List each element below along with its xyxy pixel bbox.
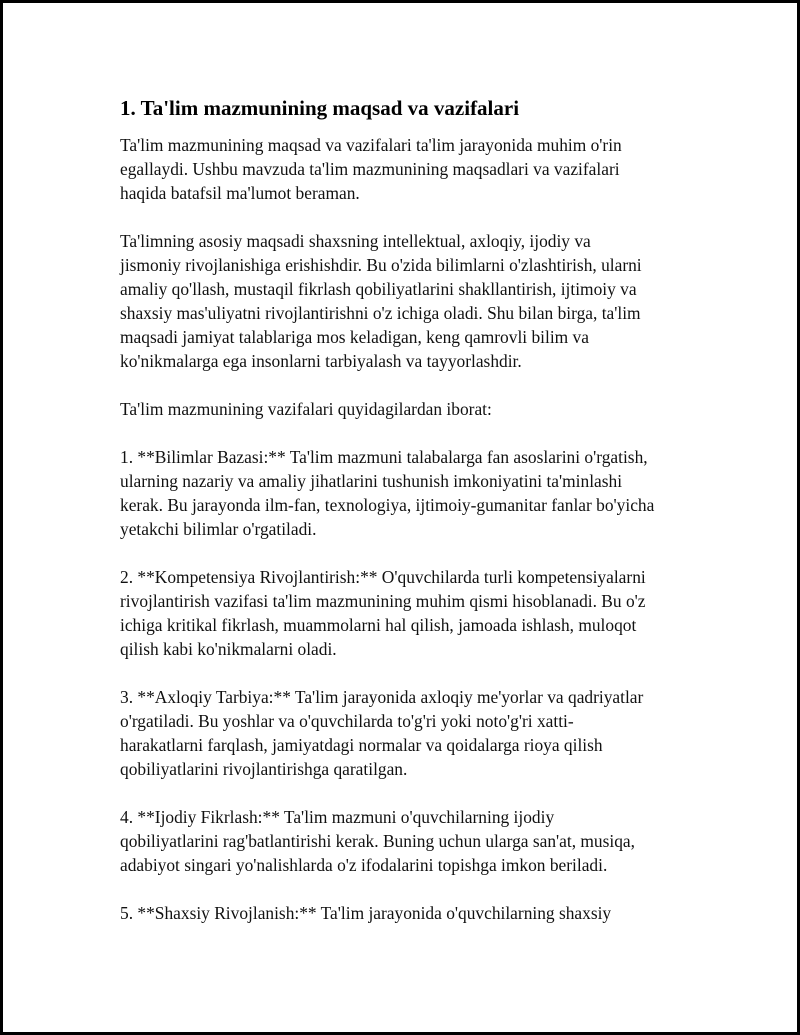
- list-item-competence: 2. **Kompetensiya Rivojlantirish:** O'quvchilarda turli kompetensiyalarni rivojlantirish vazifasi ta'lim mazmunining muhim qismi hisoblanadi. Bu o'z ichiga kritikal fikrlash, muammolarni hal qilish, jamoada ishlash, muloqot qilish kabi ko'nikmalarni oladi.: [120, 567, 646, 659]
- goal-paragraph: Ta'limning asosiy maqsadi shaxsning intellektual, axloqiy, ijodiy va jismoniy rivojlanishiga erishishdir. Bu o'zida bilimlarni o'zlashtirish, ularni amaliy qo'llash, mustaqil fikrlash qobiliyatlarini shakllantirish, ijtimoiy va shaxsiy mas'uliyatni rivojlantirishni o'z ichiga oladi. Shu bilan birga, ta'lim maqsadi jamiyat talablariga mos keladigan, keng qamrovli bilim va ko'nikmalarga ega insonlarni tarbiyalash va tayyorlashdir.: [120, 231, 642, 371]
- tasks-intro-paragraph: Ta'lim mazmunining vazifalari quyidagilardan iborat:: [120, 399, 492, 419]
- document-title: 1. Ta'lim mazmunining maqsad va vazifalari: [120, 96, 520, 120]
- intro-paragraph: Ta'lim mazmunining maqsad va vazifalari ta'lim jarayonida muhim o'rin egallaydi. Ushbu mavzuda ta'lim mazmunining maqsadlari va vazifalari haqida batafsil ma'lumot beraman.: [120, 135, 622, 203]
- list-item-knowledge-base: 1. **Bilimlar Bazasi:** Ta'lim mazmuni talabalarga fan asoslarini o'rgatish, ularning nazariy va amaliy jihatlarini tushunish imkoniyatini ta'minlashi kerak. Bu jarayonda ilm-fan, texnologiya, ijtimoiy-gumanitar fanlar bo'yicha yetakchi bilimlar o'rgatiladi.: [120, 447, 655, 539]
- document-content: [120, 95, 700, 949]
- list-item-creative-thinking: 4. **Ijodiy Fikrlash:** Ta'lim mazmuni o'quvchilarning ijodiy qobiliyatlarini rag'batlantirishi kerak. Buning uchun ularga san'at, musiqa, adabiyot singari yo'nalishlarda o'z ifodalarini topishga imkon beriladi.: [120, 807, 635, 875]
- list-item-moral-education: 3. **Axloqiy Tarbiya:** Ta'lim jarayonida axloqiy me'yorlar va qadriyatlar o'rgatiladi. Bu yoshlar va o'quvchilarda to'g'ri yoki noto'g'ri xatti- harakatlarni farqlash, jamiyatdagi normalar va qoidalarga rioya qilish qobiliyatlarini rivojlantirishga qaratilgan.: [120, 687, 644, 779]
- list-item-personal-development: 5. **Shaxsiy Rivojlanish:** Ta'lim jarayonida o'quvchilarning shaxsiy: [120, 903, 612, 923]
